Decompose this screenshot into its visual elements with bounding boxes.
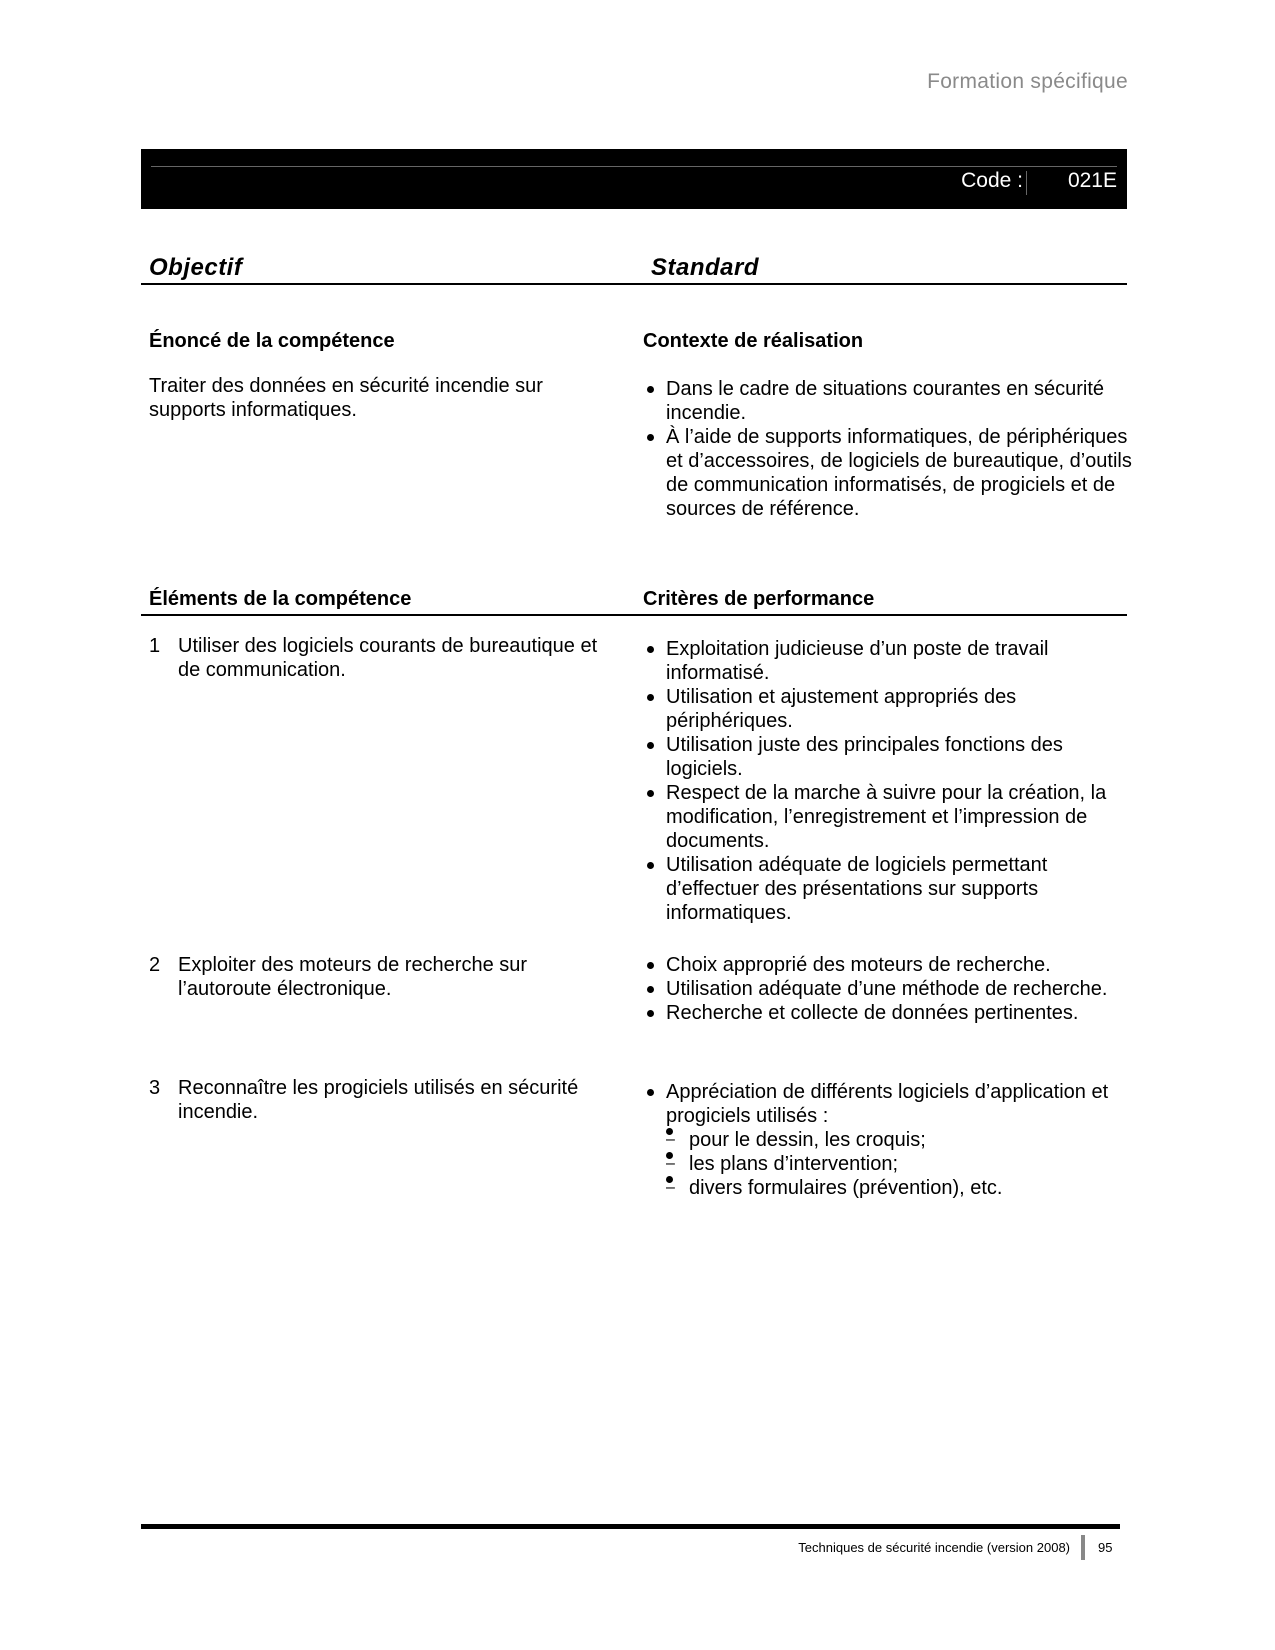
criterion-item: Utilisation juste des principales fonctions des logiciels.: [643, 733, 1133, 781]
enonce-text: Traiter des données en sécurité incendie sur supports informatiques.: [149, 375, 543, 421]
criterion-item: Utilisation et ajustement appropriés des périphériques.: [643, 685, 1133, 733]
footer-rule: [141, 1524, 1120, 1529]
criterion-item: Respect de la marche à suivre pour la création, la modification, l’enregistrement et l’impression de documents.: [643, 781, 1133, 853]
page-number: 95: [1098, 1540, 1113, 1555]
criterion-item: Utilisation adéquate d’une méthode de recherche.: [643, 977, 1133, 1001]
criterion-item: Choix approprié des moteurs de recherche.: [643, 953, 1133, 977]
code-band: [141, 149, 1127, 209]
contexte-item: Dans le cadre de situations courantes en sécurité incendie.: [643, 377, 1133, 425]
element-item: [149, 953, 619, 1001]
criterion-item: Exploitation judicieuse d’un poste de travail informatisé.: [643, 637, 1133, 685]
objectif-title: Objectif: [149, 254, 243, 281]
element-text: Utiliser des logiciels courants de bureautique et de communication.: [178, 635, 598, 681]
sub-criterion-item: – les plans d’intervention;: [666, 1152, 1133, 1176]
sub-criterion-item: – pour le dessin, les croquis;: [666, 1128, 1133, 1152]
code-label: Code :: [961, 169, 1023, 192]
code-separator: [1026, 171, 1027, 195]
criteria-list: [643, 953, 1133, 1025]
elements-title: Éléments de la compétence: [149, 588, 412, 610]
criteres-title: Critères de performance: [643, 588, 875, 610]
code-value: 021E: [1067, 169, 1117, 192]
objectif-standard-header: [141, 244, 1127, 285]
element-text: Exploiter des moteurs de recherche sur l’autoroute électronique.: [178, 954, 528, 1000]
criterion-text: Appréciation de différents logiciels d’application et progiciels utilisés :: [666, 1081, 1109, 1127]
element-number: 2: [149, 954, 161, 976]
element-number: 1: [149, 635, 161, 657]
criteria-list: [643, 1080, 1133, 1200]
element-text: Reconnaître les progiciels utilisés en sécurité incendie.: [178, 1077, 579, 1123]
standard-title: Standard: [651, 254, 760, 281]
criterion-item: Utilisation adéquate de logiciels permettant d’effectuer des présentations sur supports informatiques.: [643, 853, 1133, 925]
criterion-item: [643, 1080, 1133, 1200]
sub-criteria-list: [666, 1128, 1133, 1200]
page-section-header: Formation spécifique: [927, 70, 1128, 93]
criteria-list: [643, 637, 1133, 925]
criterion-item: Recherche et collecte de données pertinentes.: [643, 1001, 1133, 1025]
contexte-item: À l’aide de supports informatiques, de périphériques et d’accessoires, de logiciels de bureautique, d’outils de communication informatisés, de progiciels et de sources de référence.: [643, 425, 1133, 521]
sub-criterion-item: – divers formulaires (prévention), etc.: [666, 1176, 1133, 1200]
element-item: [149, 634, 619, 682]
footer-separator: [1081, 1535, 1085, 1560]
contexte-list: [643, 377, 1133, 521]
element-number: 3: [149, 1077, 161, 1099]
code-band-rule: [151, 166, 1117, 167]
enonce-title: Énoncé de la compétence: [149, 330, 395, 352]
footer-title: Techniques de sécurité incendie (version 2008): [798, 1540, 1070, 1555]
element-item: [149, 1076, 619, 1124]
elements-criteres-header: [141, 580, 1127, 616]
contexte-title: Contexte de réalisation: [643, 330, 864, 352]
